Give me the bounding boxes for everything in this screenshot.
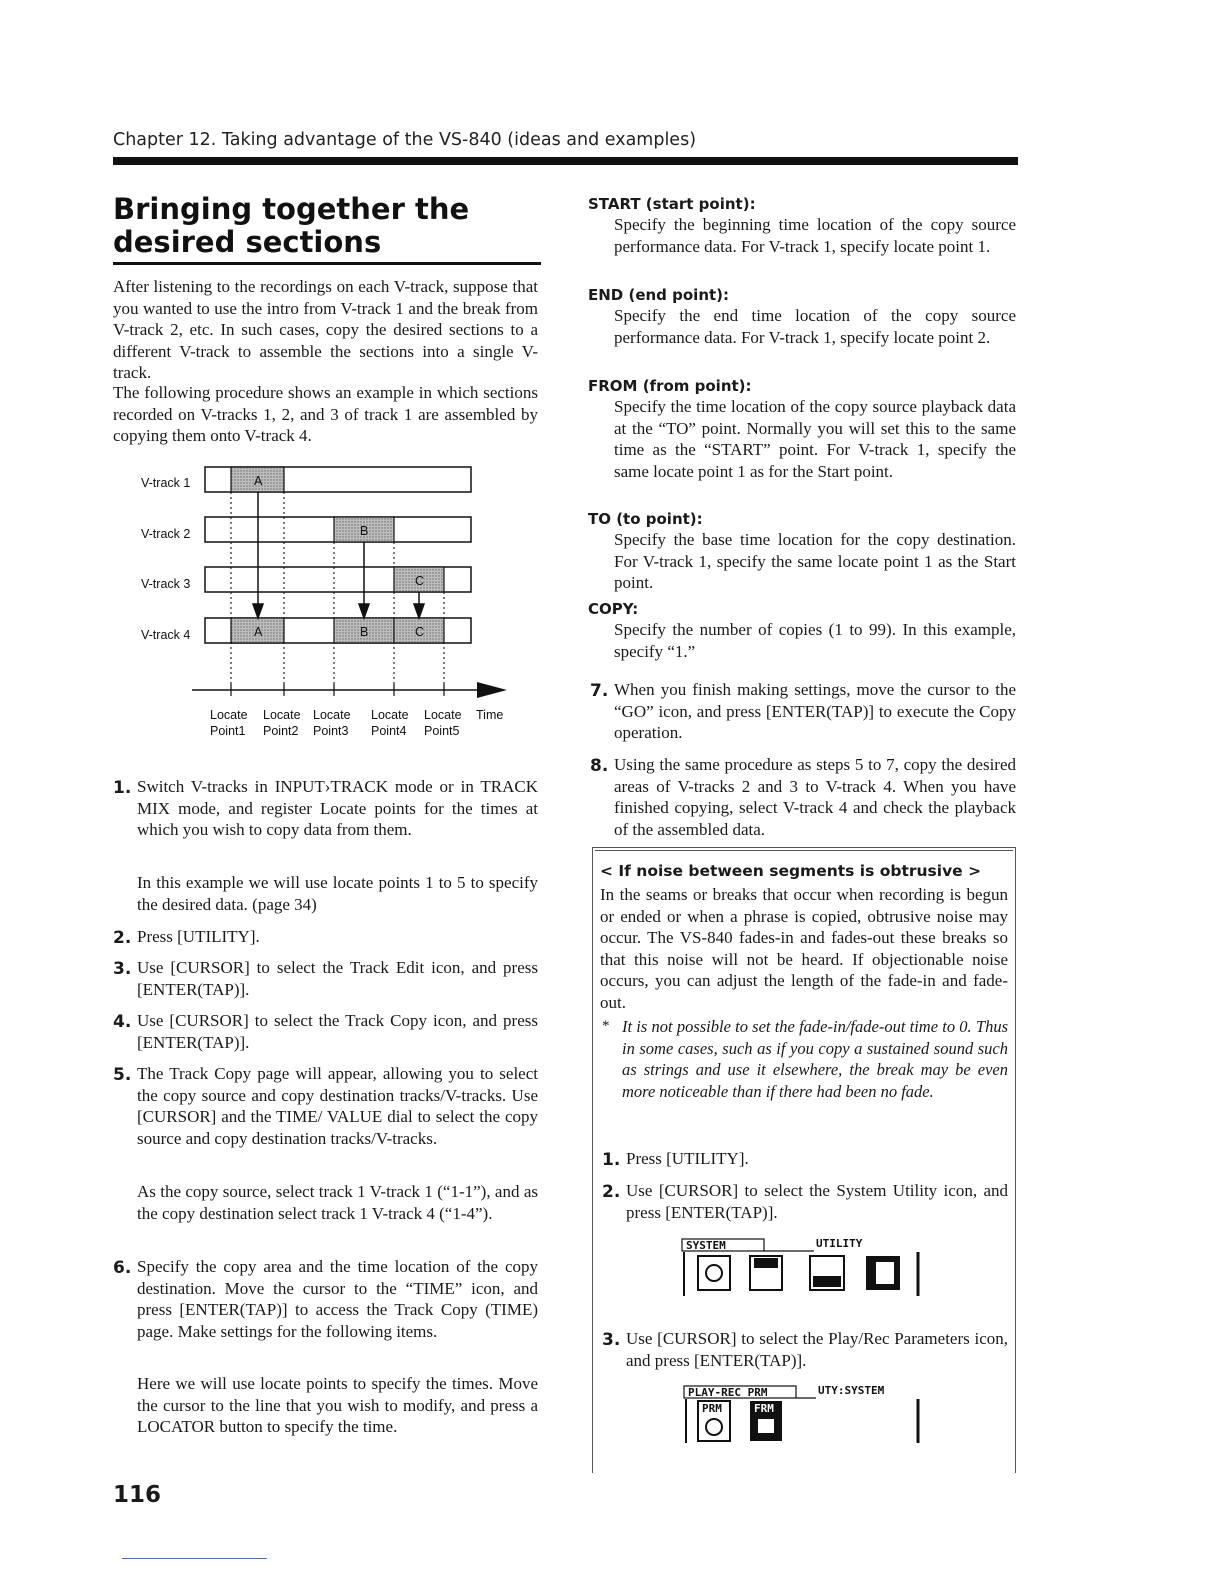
step-6-subtext: Here we will use locate points to specify the times. Move the cursor to the line that you wish to modify, and press a LOCATOR button to specify the time. <box>137 1374 538 1436</box>
step-1-number: 1. <box>113 778 132 798</box>
step-6-number: 6. <box>113 1258 132 1278</box>
step-5-text: The Track Copy page will appear, allowing you to select the copy source and copy destination tracks/V-tracks. Use [CURSOR] and the TIME/ VALUE dial to select the copy source and copy destination tracks/V-tracks. <box>137 1064 538 1148</box>
locate-label-4: Locate <box>371 708 409 722</box>
param-copy-desc: Specify the number of copies (1 to 99). In this example, specify “1.” <box>614 620 1016 661</box>
step-2-number: 2. <box>113 928 132 948</box>
step-1-text: Switch V-tracks in INPUT›TRACK mode or in TRACK MIX mode, and register Locate points for the times at which you wish to copy data from them. <box>137 777 538 839</box>
intro-paragraph-1: After listening to the recordings on each V-track, suppose that you wanted to use the intro from V-track 1 and the break from V-track 2, etc. In such cases, copy the desired sections to a different V-track to assemble the sections into a single V-track. <box>113 277 538 382</box>
param-end-name: END (end point): <box>588 286 730 304</box>
locate-point-3: Point3 <box>313 724 349 738</box>
copy-arrows <box>253 492 424 618</box>
segment-b-label: B <box>360 524 369 538</box>
lcd1-title: SYSTEM <box>686 1239 726 1252</box>
step-7-number: 7. <box>590 681 609 701</box>
step-1-subtext: In this example we will use locate points 1 to 5 to specify the desired data. (page 34) <box>137 873 538 914</box>
param-from-name: FROM (from point): <box>588 377 752 395</box>
lcd-play-rec-params <box>678 1383 928 1445</box>
note-step-2-number: 2. <box>602 1182 621 1202</box>
param-to-name: TO (to point): <box>588 510 703 528</box>
step-4-number: 4. <box>113 1012 132 1032</box>
section-title: Bringing together the desired sections <box>113 192 470 259</box>
locate-label-3: Locate <box>313 708 351 722</box>
track-label-3: V-track 3 <box>141 577 191 591</box>
param-end-desc: Specify the end time location of the copy source performance data. For V-track 1, specify locate point 2. <box>614 306 1016 347</box>
lcd1-right: UTILITY <box>816 1237 863 1250</box>
note-title: < If noise between segments is obtrusive > <box>600 862 982 880</box>
header-rule <box>113 157 1018 165</box>
note-asterisk: * <box>602 1018 610 1034</box>
note-body: In the seams or breaks that occur when recording is begun or ended or when a phrase is copied, obtrusive noise may occur. The VS-840 fades-in and fades-out these breaks so that this noise will not be heard. If objectionable noise occurs, you can adjust the length of the fade-in and fade-out. <box>600 885 1008 1012</box>
locate-point-4: Point4 <box>371 724 407 738</box>
lcd2-icon-prm-label: PRM <box>702 1402 722 1415</box>
locate-point-2: Point2 <box>263 724 299 738</box>
track-label-2: V-track 2 <box>141 527 191 541</box>
note-step-3-number: 3. <box>602 1330 621 1350</box>
note-italic: It is not possible to set the fade-in/fade-out time to 0. Thus in some cases, such as if you copy a sustained sound such as strings and use it elsewhere, the break may be even more noticeable than if there had been no fade. <box>622 1017 1008 1101</box>
lcd1-icon-1 <box>698 1256 730 1290</box>
segment-b-dest-label: B <box>360 625 369 639</box>
locate-label-1: Locate <box>210 708 248 722</box>
lcd2-right: UTY:SYSTEM <box>818 1384 885 1397</box>
step-7-text: When you finish making settings, move the cursor to the “GO” icon, and press [ENTER(TAP)] to execute the Copy operation. <box>614 680 1016 742</box>
page-number: 116 <box>113 1482 162 1508</box>
step-3-text: Use [CURSOR] to select the Track Edit icon, and press [ENTER(TAP)]. <box>137 958 538 999</box>
note-step-2-text: Use [CURSOR] to select the System Utility icon, and press [ENTER(TAP)]. <box>626 1181 1008 1222</box>
step-4-text: Use [CURSOR] to select the Track Copy icon, and press [ENTER(TAP)]. <box>137 1011 538 1052</box>
track-label-1: V-track 1 <box>141 476 191 490</box>
locate-label-5: Locate <box>424 708 462 722</box>
lcd2-icon-frm-label: FRM <box>754 1402 774 1415</box>
locate-label-2: Locate <box>263 708 301 722</box>
track-label-4: V-track 4 <box>141 628 191 642</box>
lcd-system-utility <box>676 1236 926 1298</box>
title-rule <box>113 262 541 265</box>
locate-point-1: Point1 <box>210 724 246 738</box>
segment-c-label: C <box>415 574 425 588</box>
running-header: Chapter 12. Taking advantage of the VS-840 (ideas and examples) <box>113 130 697 150</box>
intro-paragraph-2: The following procedure shows an example in which sections recorded on V-tracks 1, 2, and 3 of track 1 are assembled by copying them onto V-track 4. <box>113 383 538 445</box>
step-5-number: 5. <box>113 1065 132 1085</box>
step-2-text: Press [UTILITY]. <box>137 927 260 946</box>
segment-c-dest-label: C <box>415 625 425 639</box>
vtrack-diagram <box>135 458 515 748</box>
note-step-1-number: 1. <box>602 1150 621 1170</box>
param-start-name: START (start point): <box>588 195 756 213</box>
segment-a-label: A <box>254 474 263 488</box>
param-copy-name: COPY: <box>588 600 639 618</box>
param-from-desc: Specify the time location of the copy source playback data at the “TO” point. Normally you will set this to the same time as the “START” point. For V-track 1, specify the same locate point 1 as for the Start point. <box>614 397 1016 481</box>
locate-point-5: Point5 <box>424 724 460 738</box>
step-6-text: Specify the copy area and the time location of the copy destination. Move the cursor to the “TIME” icon, and press [ENTER(TAP)] to access the Track Copy (TIME) page. Make settings for the following items. <box>137 1257 538 1341</box>
time-label: Time <box>476 708 504 722</box>
param-start-desc: Specify the beginning time location of the copy source performance data. For V-track 1, specify locate point 1. <box>614 215 1016 256</box>
note-step-1-text: Press [UTILITY]. <box>626 1149 749 1168</box>
segment-a-dest-label: A <box>254 625 263 639</box>
footer-line <box>122 1558 267 1559</box>
note-step-3-text: Use [CURSOR] to select the Play/Rec Parameters icon, and press [ENTER(TAP)]. <box>626 1329 1008 1370</box>
step-3-number: 3. <box>113 959 132 979</box>
time-axis-arrow <box>477 682 507 698</box>
lcd2-title: PLAY-REC PRM <box>688 1386 768 1399</box>
step-5-subtext: As the copy source, select track 1 V-track 1 (“1-1”), and as the copy destination select track 1 V-track 4 (“1-4”). <box>137 1182 538 1223</box>
param-to-desc: Specify the base time location for the copy destination. For V-track 1, specify the same locate point 1 as the Start point. <box>614 530 1016 592</box>
step-8-number: 8. <box>590 756 609 776</box>
step-8-text: Using the same procedure as steps 5 to 7, copy the desired areas of V-tracks 2 and 3 to V-track 4. When you have finished copying, select V-track 4 and check the playback of the assembled data. <box>614 755 1016 839</box>
